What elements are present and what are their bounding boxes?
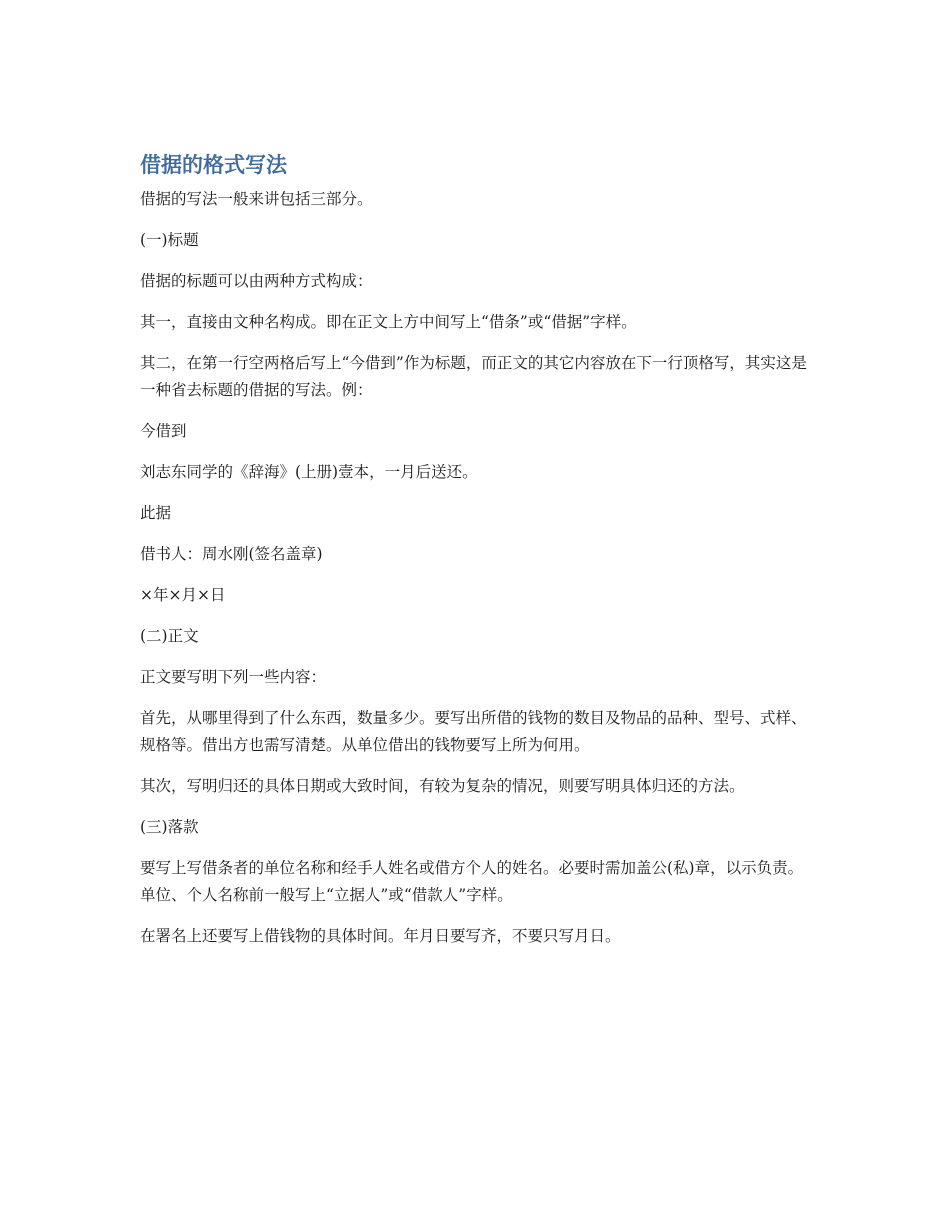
paragraph: 其一，直接由文种名构成。即在正文上方中间写上“借条”或“借据”字样。 <box>140 313 637 331</box>
example-line: 借书人：周水刚(签名盖章) <box>140 545 323 563</box>
example-line: ×年×月×日 <box>140 586 226 604</box>
paragraph: 在署名上还要写上借钱物的具体时间。年月日要写齐，不要只写月日。 <box>140 927 621 945</box>
paragraph: 其次，写明归还的具体日期或大致时间，有较为复杂的情况，则要写明具体归还的方法。 <box>140 777 745 795</box>
example-line: 今借到 <box>140 422 187 440</box>
paragraph: 借据的标题可以由两种方式构成： <box>140 272 373 290</box>
example-line: 刘志东同学的《辞海》(上册)壹本，一月后送还。 <box>140 463 478 481</box>
paragraph: 正文要写明下列一些内容： <box>140 668 327 686</box>
paragraph-intro: 借据的写法一般来讲包括三部分。 <box>140 190 373 208</box>
document-title: 借据的格式写法 <box>140 153 287 177</box>
section-heading-body: (二)正文 <box>140 627 199 645</box>
paragraph: 其二，在第一行空两格后写上“今借到”作为标题，而正文的其它内容放在下一行顶格写，其实这是一种省去标题的借据的写法。例： <box>140 354 807 399</box>
section-heading-signature: (三)落款 <box>140 818 199 836</box>
section-heading-title: (一)标题 <box>140 231 199 249</box>
document-body <box>140 150 810 964</box>
example-line: 此据 <box>140 504 172 522</box>
paragraph: 首先，从哪里得到了什么东西，数量多少。要写出所借的钱物的数目及物品的品种、型号、式样、规格等。借出方也需写清楚。从单位借出的钱物要写上所为何用。 <box>140 709 807 754</box>
paragraph: 要写上写借条者的单位名称和经手人姓名或借方个人的姓名。必要时需加盖公(私)章，以示负责。单位、个人名称前一般写上“立据人”或“借款人”字样。 <box>140 859 804 904</box>
